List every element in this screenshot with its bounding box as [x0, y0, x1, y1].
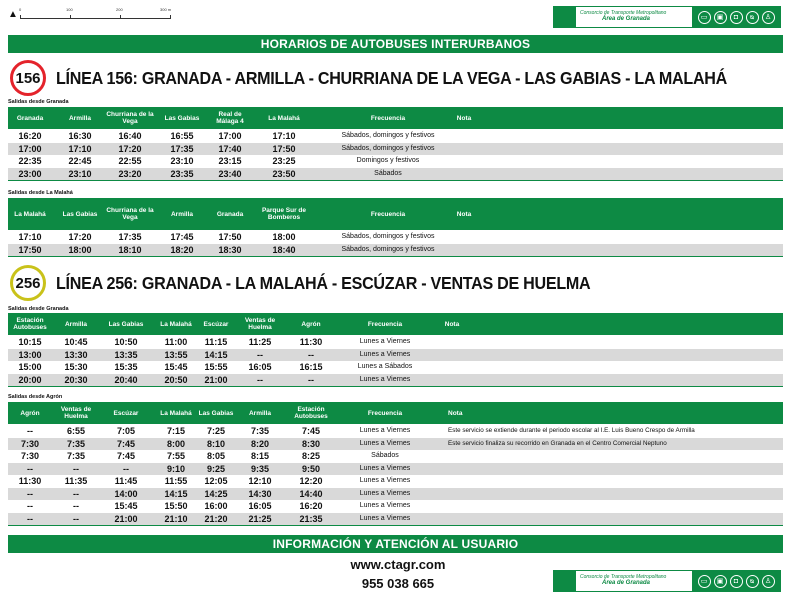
scale-line	[20, 18, 170, 19]
time-cell: 12:20	[299, 476, 323, 486]
time-cell: 8:30	[301, 438, 320, 449]
title-banner: HORARIOS DE AUTOBUSES INTERURBANOS	[8, 35, 783, 53]
time-cell: 21:00	[204, 374, 228, 385]
line-title: LÍNEA 256: GRANADA - LA MALAHÁ - ESCÚZAR - VENTAS DE HUELMA	[56, 272, 591, 293]
time-cell: 13:00	[18, 349, 42, 360]
note-cell	[458, 130, 470, 142]
line-badge: 156	[10, 60, 46, 96]
frequency-cell: Lunes a Viernes	[359, 439, 411, 447]
column-header: Agrón	[20, 409, 40, 417]
note-cell	[458, 155, 470, 167]
column-header: Nota	[456, 114, 472, 122]
table-bottom-rule	[8, 256, 783, 257]
metro-icon: ▣	[714, 575, 727, 588]
scale-label: 200	[116, 7, 123, 12]
time-cell: 7:30	[20, 438, 39, 449]
time-cell: 9:25	[206, 463, 225, 474]
frequency-cell: Sábados, domingos y festivos	[341, 233, 435, 240]
time-cell: 13:35	[114, 349, 138, 360]
scale-tick	[70, 15, 71, 19]
time-cell: 23:00	[18, 168, 42, 179]
column-header: Nota	[448, 409, 463, 417]
time-cell: 11:25	[248, 337, 272, 347]
time-cell: 11:30	[299, 337, 323, 347]
time-cell: 21:25	[248, 513, 272, 524]
top-bar	[0, 0, 796, 34]
time-cell: 14:15	[204, 349, 228, 360]
bus-icon: ▭	[698, 575, 711, 588]
column-header: La Malahá	[160, 320, 192, 328]
table-header	[8, 198, 783, 230]
time-cell: 6:55	[66, 426, 85, 436]
table-row	[8, 244, 783, 256]
time-cell: 17:00	[218, 131, 242, 141]
time-cell: --	[27, 426, 33, 436]
time-cell: 7:35	[250, 426, 269, 436]
frequency-cell: Sábados, domingos y festivos	[341, 245, 435, 253]
time-cell: 10:15	[18, 337, 42, 347]
time-cell: 7:15	[166, 426, 185, 436]
time-cell: 15:35	[114, 362, 138, 372]
time-cell: 7:45	[301, 426, 320, 436]
frequency-cell: Lunes a Viernes	[359, 375, 411, 383]
scale-label: 300 m	[160, 7, 172, 12]
table-bottom-rule	[8, 180, 783, 181]
time-cell: 7:45	[116, 451, 135, 461]
column-header: La Malahá	[14, 210, 46, 218]
table-row	[8, 513, 783, 525]
time-cell: 11:45	[114, 476, 138, 486]
time-cell: 11:00	[164, 337, 188, 347]
time-cell: 17:45	[170, 232, 194, 242]
scale-label: 0	[19, 7, 22, 12]
time-cell: 10:50	[114, 337, 138, 347]
column-header: Escúzar	[113, 409, 139, 417]
consortium-logo	[553, 6, 781, 28]
note-cell	[448, 488, 783, 500]
logo-emblem	[554, 7, 576, 27]
table-row	[8, 143, 783, 155]
time-cell: --	[257, 374, 263, 385]
time-cell: 8:15	[250, 451, 269, 461]
time-cell: 16:05	[248, 362, 272, 372]
time-cell: 16:20	[18, 131, 42, 141]
time-cell: 20:30	[64, 374, 88, 385]
table-row	[8, 475, 783, 487]
column-header: Ventas de Huelma	[60, 406, 92, 420]
pedestrian-icon: ♙	[762, 575, 775, 588]
frequency-cell: Lunes a Viernes	[359, 514, 411, 522]
frequency-cell: Lunes a Viernes	[359, 502, 411, 509]
column-header: Agrón	[301, 320, 321, 328]
time-cell: 23:10	[170, 156, 194, 166]
time-cell: 12:05	[204, 476, 228, 486]
time-cell: 11:30	[18, 476, 42, 486]
table-row	[8, 450, 783, 462]
table-row	[8, 488, 783, 500]
frequency-cell: Lunes a Viernes	[359, 338, 411, 345]
info-banner: INFORMACIÓN Y ATENCIÓN AL USUARIO	[8, 535, 783, 553]
note-cell: Este servicio finaliza su recorrido en Granada en el Centro Comercial Neptuno	[448, 439, 667, 447]
time-cell: 20:00	[18, 374, 42, 385]
time-cell: 22:35	[18, 156, 42, 166]
note-cell	[448, 450, 783, 462]
column-header: Armilla	[248, 409, 272, 417]
time-cell: --	[308, 349, 314, 360]
column-header: Frecuencia	[367, 320, 403, 328]
frequency-cell: Lunes a Viernes	[359, 477, 411, 484]
phone-number: 955 038 665	[361, 576, 435, 591]
time-cell: 16:30	[68, 131, 92, 141]
bus-icon: ▭	[698, 11, 711, 24]
time-cell: 14:30	[248, 488, 272, 499]
time-cell: 15:55	[204, 362, 228, 372]
note-cell	[448, 500, 783, 512]
scale-tick	[20, 15, 21, 19]
time-cell: 7:45	[116, 438, 135, 449]
note-cell	[458, 168, 470, 180]
column-header: Granada	[216, 210, 244, 218]
column-header: Armilla	[170, 210, 194, 218]
column-header: Frecuencia	[370, 210, 406, 218]
table-header	[8, 107, 783, 129]
frequency-cell: Lunes a Viernes	[359, 489, 411, 497]
frequency-cell: Domingos y festivos	[356, 157, 420, 164]
time-cell: 20:40	[114, 374, 138, 385]
time-cell: 16:40	[118, 131, 142, 141]
time-cell: 17:40	[218, 143, 242, 154]
time-cell: 22:45	[68, 156, 92, 166]
time-cell: 15:45	[114, 501, 138, 511]
time-cell: 16:00	[204, 501, 228, 511]
train-icon: ◘	[730, 575, 743, 588]
note-cell	[448, 513, 783, 525]
table-row	[8, 500, 783, 512]
time-cell: 17:35	[118, 232, 142, 242]
logo-line2: Área de Granada	[602, 16, 651, 22]
note-cell	[458, 143, 470, 155]
time-cell: 7:35	[66, 438, 85, 449]
time-cell: 14:25	[204, 488, 228, 499]
time-cell: 12:10	[248, 476, 272, 486]
section-label: Salidas desde Granada	[8, 306, 69, 312]
table-bottom-rule	[8, 525, 783, 526]
line-156-header	[10, 60, 785, 96]
time-cell: 23:35	[170, 168, 194, 179]
time-cell: 21:20	[204, 513, 228, 524]
column-header: Armilla	[68, 114, 92, 122]
column-header: Las Gabias	[62, 210, 98, 218]
time-cell: 11:15	[204, 337, 228, 347]
note-cell	[432, 336, 472, 348]
time-cell: 17:50	[18, 244, 42, 255]
column-header: Real de Málaga 4	[216, 111, 244, 125]
pedestrian-icon: ♙	[762, 11, 775, 24]
column-header: Escúzar	[203, 320, 229, 328]
line-badge: 256	[10, 265, 46, 301]
time-cell: 21:35	[299, 513, 323, 524]
table-row	[8, 231, 783, 243]
north-arrow-icon: ▲	[8, 9, 18, 20]
time-cell: 14:40	[299, 488, 323, 499]
time-cell: 13:30	[64, 349, 88, 360]
time-cell: 21:00	[114, 513, 138, 524]
time-cell: 15:50	[164, 501, 188, 511]
table-row	[8, 168, 783, 180]
table-row	[8, 374, 783, 386]
note-cell	[458, 231, 470, 243]
map-scale-bar	[8, 6, 188, 24]
column-header: Las Gabias	[164, 114, 200, 122]
table-row	[8, 425, 783, 437]
time-cell: 8:05	[206, 451, 225, 461]
note-cell	[432, 349, 472, 361]
section-label: Salidas desde Granada	[8, 99, 69, 105]
scale-label: 100	[66, 7, 73, 12]
time-cell: 9:35	[250, 463, 269, 474]
time-cell: 7:35	[66, 451, 85, 461]
frequency-cell: Lunes a Viernes	[359, 427, 411, 434]
time-cell: --	[308, 374, 314, 385]
time-cell: --	[27, 501, 33, 511]
time-cell: 17:10	[68, 143, 92, 154]
time-cell: 7:30	[20, 451, 39, 461]
frequency-cell: Lunes a Sábados	[357, 363, 413, 370]
column-header: La Malahá	[268, 114, 300, 122]
column-header: Estación Autobuses	[294, 406, 328, 420]
time-cell: 18:30	[218, 244, 242, 255]
time-cell: 23:15	[218, 156, 242, 166]
scale-tick	[120, 15, 121, 19]
time-cell: 17:50	[218, 232, 242, 242]
note-cell	[448, 475, 783, 487]
time-cell: 17:20	[118, 143, 142, 154]
time-cell: 17:10	[18, 232, 42, 242]
time-cell: 18:00	[68, 244, 92, 255]
time-cell: 23:20	[118, 168, 142, 179]
column-header: La Malahá	[160, 409, 192, 417]
frequency-cell: Sábados	[374, 169, 402, 177]
bicycle-icon: ᴓ	[746, 575, 759, 588]
table-row	[8, 130, 783, 142]
frequency-cell: Lunes a Viernes	[359, 350, 411, 358]
scale-tick	[170, 15, 171, 19]
frequency-cell: Sábados, domingos y festivos	[341, 144, 435, 152]
time-cell: 16:15	[299, 362, 323, 372]
column-header: Armilla	[64, 320, 88, 328]
logo-emblem	[554, 571, 576, 591]
time-cell: 11:35	[64, 476, 88, 486]
time-cell: 17:50	[272, 143, 296, 154]
consortium-logo-footer	[553, 570, 781, 592]
logo-line1: Consorcio de Transporte Metropolitano	[580, 10, 667, 16]
time-cell: 18:10	[118, 244, 142, 255]
frequency-cell: Sábados	[371, 452, 399, 459]
bicycle-icon: ᴓ	[746, 11, 759, 24]
time-cell: 16:55	[170, 131, 194, 141]
column-header: Frecuencia	[370, 114, 406, 122]
time-cell: 8:00	[166, 438, 185, 449]
frequency-cell: Sábados, domingos y festivos	[341, 132, 435, 139]
time-cell: --	[73, 488, 79, 499]
section-label: Salidas desde La Malahá	[8, 190, 73, 196]
logo-text	[580, 10, 666, 22]
note-cell	[448, 463, 783, 475]
train-icon: ◘	[730, 11, 743, 24]
column-header: Churriana de la Vega	[106, 207, 154, 221]
time-cell: 10:45	[64, 337, 88, 347]
column-header: Parque Sur de Bomberos	[261, 207, 307, 221]
column-header: Ventas de Huelma	[244, 317, 276, 331]
time-cell: 16:05	[248, 501, 272, 511]
column-header: Churriana de la Vega	[106, 111, 154, 125]
time-cell: 7:25	[206, 426, 225, 436]
table-row	[8, 361, 783, 373]
line-title: LÍNEA 156: GRANADA - ARMILLA - CHURRIANA DE LA VEGA - LAS GABIAS - LA MALAHÁ	[56, 67, 728, 88]
time-cell: 13:55	[164, 349, 188, 360]
note-cell	[458, 244, 470, 256]
time-cell: 17:10	[272, 131, 296, 141]
time-cell: --	[73, 463, 79, 474]
column-header: Las Gabias	[108, 320, 144, 328]
time-cell: 18:40	[272, 244, 296, 255]
section-label: Salidas desde Agrón	[8, 394, 63, 400]
time-cell: 14:15	[164, 488, 188, 499]
time-cell: 17:20	[68, 232, 92, 242]
table-row	[8, 349, 783, 361]
time-cell: 8:20	[250, 438, 269, 449]
column-header: Estación Autobuses	[13, 317, 47, 331]
time-cell: --	[27, 463, 33, 474]
time-cell: 17:35	[170, 143, 194, 154]
time-cell: 9:10	[166, 463, 185, 474]
table-header	[8, 313, 783, 335]
table-row	[8, 463, 783, 475]
time-cell: 18:20	[170, 244, 194, 255]
metro-icon: ▣	[714, 11, 727, 24]
time-cell: --	[27, 488, 33, 499]
time-cell: 23:40	[218, 168, 242, 179]
time-cell: --	[123, 463, 129, 474]
time-cell: 15:45	[164, 362, 188, 372]
table-row	[8, 438, 783, 450]
website-link[interactable]: www.ctagr.com	[350, 557, 446, 572]
time-cell: --	[257, 349, 263, 360]
time-cell: 7:05	[116, 426, 135, 436]
logo-text	[580, 574, 666, 586]
note-cell	[432, 361, 472, 373]
column-header: Las Gabias	[198, 409, 234, 417]
transport-icons	[692, 7, 780, 27]
time-cell: 21:10	[164, 513, 188, 524]
time-cell: 23:10	[68, 168, 92, 179]
column-header: Frecuencia	[367, 409, 403, 417]
time-cell: 9:50	[301, 463, 320, 474]
time-cell: 7:55	[166, 451, 185, 461]
time-cell: 23:50	[272, 168, 296, 179]
time-cell: 15:30	[64, 362, 88, 372]
column-header: Nota	[456, 210, 472, 218]
line-256-header	[10, 265, 637, 301]
frequency-cell: Lunes a Viernes	[359, 464, 411, 472]
time-cell: 15:00	[18, 362, 42, 372]
time-cell: --	[73, 501, 79, 511]
logo-line1: Consorcio de Transporte Metropolitano	[580, 574, 667, 580]
time-cell: 22:55	[118, 156, 142, 166]
time-cell: 8:25	[301, 451, 320, 461]
time-cell: 16:20	[299, 501, 323, 511]
time-cell: 17:00	[18, 143, 42, 154]
time-cell: 8:10	[206, 438, 225, 449]
transport-icons	[692, 571, 780, 591]
time-cell: --	[27, 513, 33, 524]
column-header: Nota	[444, 320, 460, 328]
time-cell: 23:25	[272, 156, 296, 166]
table-bottom-rule	[8, 386, 783, 387]
time-cell: 20:50	[164, 374, 188, 385]
table-header	[8, 402, 783, 424]
time-cell: 18:00	[272, 232, 296, 242]
time-cell: 14:00	[114, 488, 138, 499]
table-row	[8, 336, 783, 348]
table-row	[8, 155, 783, 167]
note-cell	[432, 374, 472, 386]
time-cell: --	[73, 513, 79, 524]
column-header: Granada	[16, 114, 44, 122]
logo-line2: Área de Granada	[602, 580, 651, 586]
note-cell: Este servicio se extiende durante el periodo escolar al I.E. Luis Bueno Crespo de Armilla	[448, 427, 695, 434]
time-cell: 11:55	[164, 476, 188, 486]
